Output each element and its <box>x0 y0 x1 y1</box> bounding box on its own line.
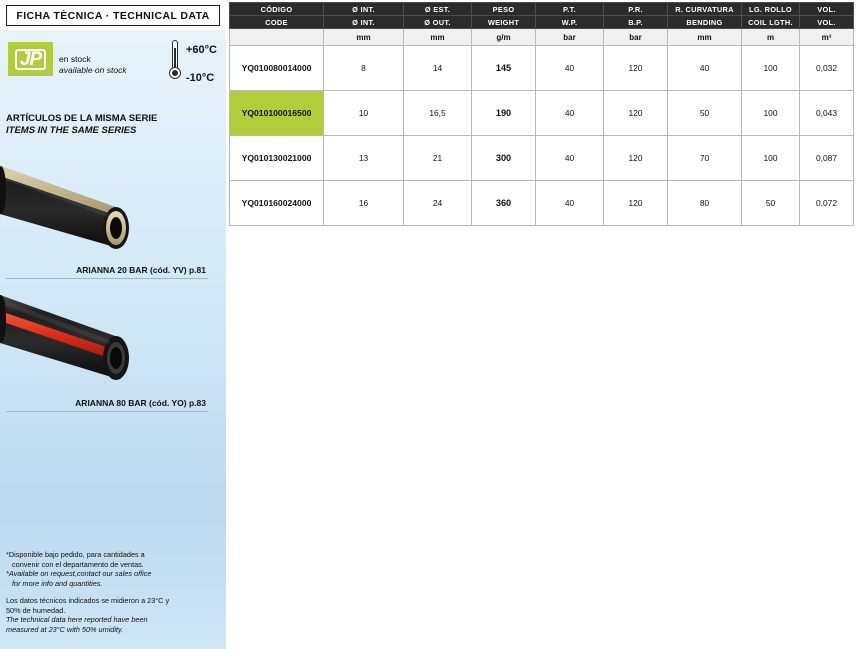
footnote-2-line-4: measured at 23°C with 50% umidity. <box>6 624 124 634</box>
unit-bp: bar <box>604 29 668 46</box>
cell-bp: 120 <box>604 136 668 181</box>
header-row-es <box>230 3 854 16</box>
spec-table-body <box>230 29 854 226</box>
cell-bp: 120 <box>604 46 668 91</box>
footnote-1-line-3: *Available on request,contact our sales office <box>6 569 152 578</box>
same-series-heading <box>6 113 222 137</box>
unit-id: mm <box>324 29 404 46</box>
stock-label-es: en stock <box>59 54 91 64</box>
cell-code: YQ010130021000 <box>230 136 324 181</box>
th-diam-est: Ø EST. <box>404 3 472 16</box>
cell-coil: 100 <box>742 136 800 181</box>
unit-coil: m <box>742 29 800 46</box>
cell-vol: 0,087 <box>800 136 854 181</box>
th-wp: W.P. <box>536 16 604 29</box>
cell-od: 21 <box>404 136 472 181</box>
unit-weight: g/m <box>472 29 536 46</box>
cell-code: YQ010080014000 <box>230 46 324 91</box>
footnote-2-line-2: 50% de humedad. <box>6 605 66 615</box>
spec-table <box>229 2 854 226</box>
hose-2-caption: ARIANNA 80 BAR (cód. YO) p.83 <box>75 398 206 408</box>
unit-code <box>230 29 324 46</box>
th-weight: WEIGHT <box>472 16 536 29</box>
cell-weight: 300 <box>472 136 536 181</box>
cell-vol: 0,043 <box>800 91 854 136</box>
th-id: Ø INT. <box>324 16 404 29</box>
th-curvatura: R. CURVATURA <box>668 3 742 16</box>
footnotes <box>6 550 220 642</box>
jp-logo-label: JP <box>15 49 46 70</box>
cell-coil: 50 <box>742 181 800 226</box>
footnote-2-line-1: Los datos técnicos indicados se midieron a 23°C y <box>6 596 170 605</box>
footnote-1-line-2: convenir con el departamento de ventas. <box>12 559 144 569</box>
spec-table-container <box>229 2 855 226</box>
th-od: Ø OUT. <box>404 16 472 29</box>
cell-bp: 120 <box>604 181 668 226</box>
stock-label-en: available on stock <box>59 65 127 75</box>
cell-coil: 100 <box>742 91 800 136</box>
temperature-max-label: +60°C <box>186 44 218 56</box>
divider-1 <box>6 278 208 279</box>
table-row[interactable] <box>230 91 854 136</box>
th-coil-length: COIL LGTH. <box>742 16 800 29</box>
th-vol-en: VOL. <box>800 16 854 29</box>
th-bp: B.P. <box>604 16 668 29</box>
th-pt: P.T. <box>536 3 604 16</box>
cell-code: YQ010160024000 <box>230 181 324 226</box>
cell-weight: 145 <box>472 46 536 91</box>
cell-id: 13 <box>324 136 404 181</box>
table-row[interactable] <box>230 46 854 91</box>
cell-bending: 70 <box>668 136 742 181</box>
th-rollo: LG. ROLLO <box>742 3 800 16</box>
cell-coil: 100 <box>742 46 800 91</box>
cell-bending: 40 <box>668 46 742 91</box>
cell-bp: 120 <box>604 91 668 136</box>
technical-data-panel <box>0 0 226 649</box>
cell-vol: 0,032 <box>800 46 854 91</box>
footnote-2-line-3: The technical data here reported have been <box>6 615 148 624</box>
thermometer-icon <box>168 40 182 82</box>
hose-2-drawing <box>0 283 226 401</box>
header-row-en <box>230 16 854 29</box>
cell-vol: 0,072 <box>800 181 854 226</box>
cell-od: 24 <box>404 181 472 226</box>
cell-od: 16,5 <box>404 91 472 136</box>
same-series-heading-es: ARTÍCULOS DE LA MISMA SERIE <box>6 113 158 124</box>
units-row <box>230 29 854 46</box>
unit-od: mm <box>404 29 472 46</box>
hose-1-caption: ARIANNA 20 BAR (cód. YV) p.81 <box>76 265 206 275</box>
th-vol: VOL. <box>800 3 854 16</box>
jp-logo <box>8 42 53 76</box>
temperature-min-label: -10°C <box>186 72 215 84</box>
cell-wp: 40 <box>536 136 604 181</box>
page-title: FICHA TÈCNICA · TECHNICAL DATA <box>6 5 220 26</box>
cell-id: 16 <box>324 181 404 226</box>
hose-image-arianna-80bar <box>0 283 226 401</box>
cell-weight: 360 <box>472 181 536 226</box>
th-pr: P.R. <box>604 3 668 16</box>
cell-bending: 80 <box>668 181 742 226</box>
th-diam-int: Ø INT. <box>324 3 404 16</box>
cell-bending: 50 <box>668 91 742 136</box>
footnote-1-line-1: *Disponible bajo pedido, para cantidades a <box>6 550 145 559</box>
same-series-heading-en: ITEMS IN THE SAME SERIES <box>6 125 137 136</box>
unit-wp: bar <box>536 29 604 46</box>
th-code: CODE <box>230 16 324 29</box>
cell-code: YQ010100016500 <box>230 91 324 136</box>
table-row[interactable] <box>230 136 854 181</box>
cell-wp: 40 <box>536 46 604 91</box>
stock-availability <box>59 54 127 76</box>
cell-wp: 40 <box>536 91 604 136</box>
unit-bending: mm <box>668 29 742 46</box>
cell-wp: 40 <box>536 181 604 226</box>
divider-2 <box>6 411 208 412</box>
unit-vol: m³ <box>800 29 854 46</box>
th-codigo: CÓDIGO <box>230 3 324 16</box>
cell-id: 8 <box>324 46 404 91</box>
cell-od: 14 <box>404 46 472 91</box>
hose-1-drawing <box>0 152 226 272</box>
table-row[interactable] <box>230 181 854 226</box>
th-peso: PESO <box>472 3 536 16</box>
cell-id: 10 <box>324 91 404 136</box>
cell-weight: 190 <box>472 91 536 136</box>
th-bending: BENDING <box>668 16 742 29</box>
footnote-1-line-4: for more info and quantities. <box>12 578 103 588</box>
spec-table-head <box>230 3 854 29</box>
hose-image-arianna-20bar <box>0 152 226 272</box>
